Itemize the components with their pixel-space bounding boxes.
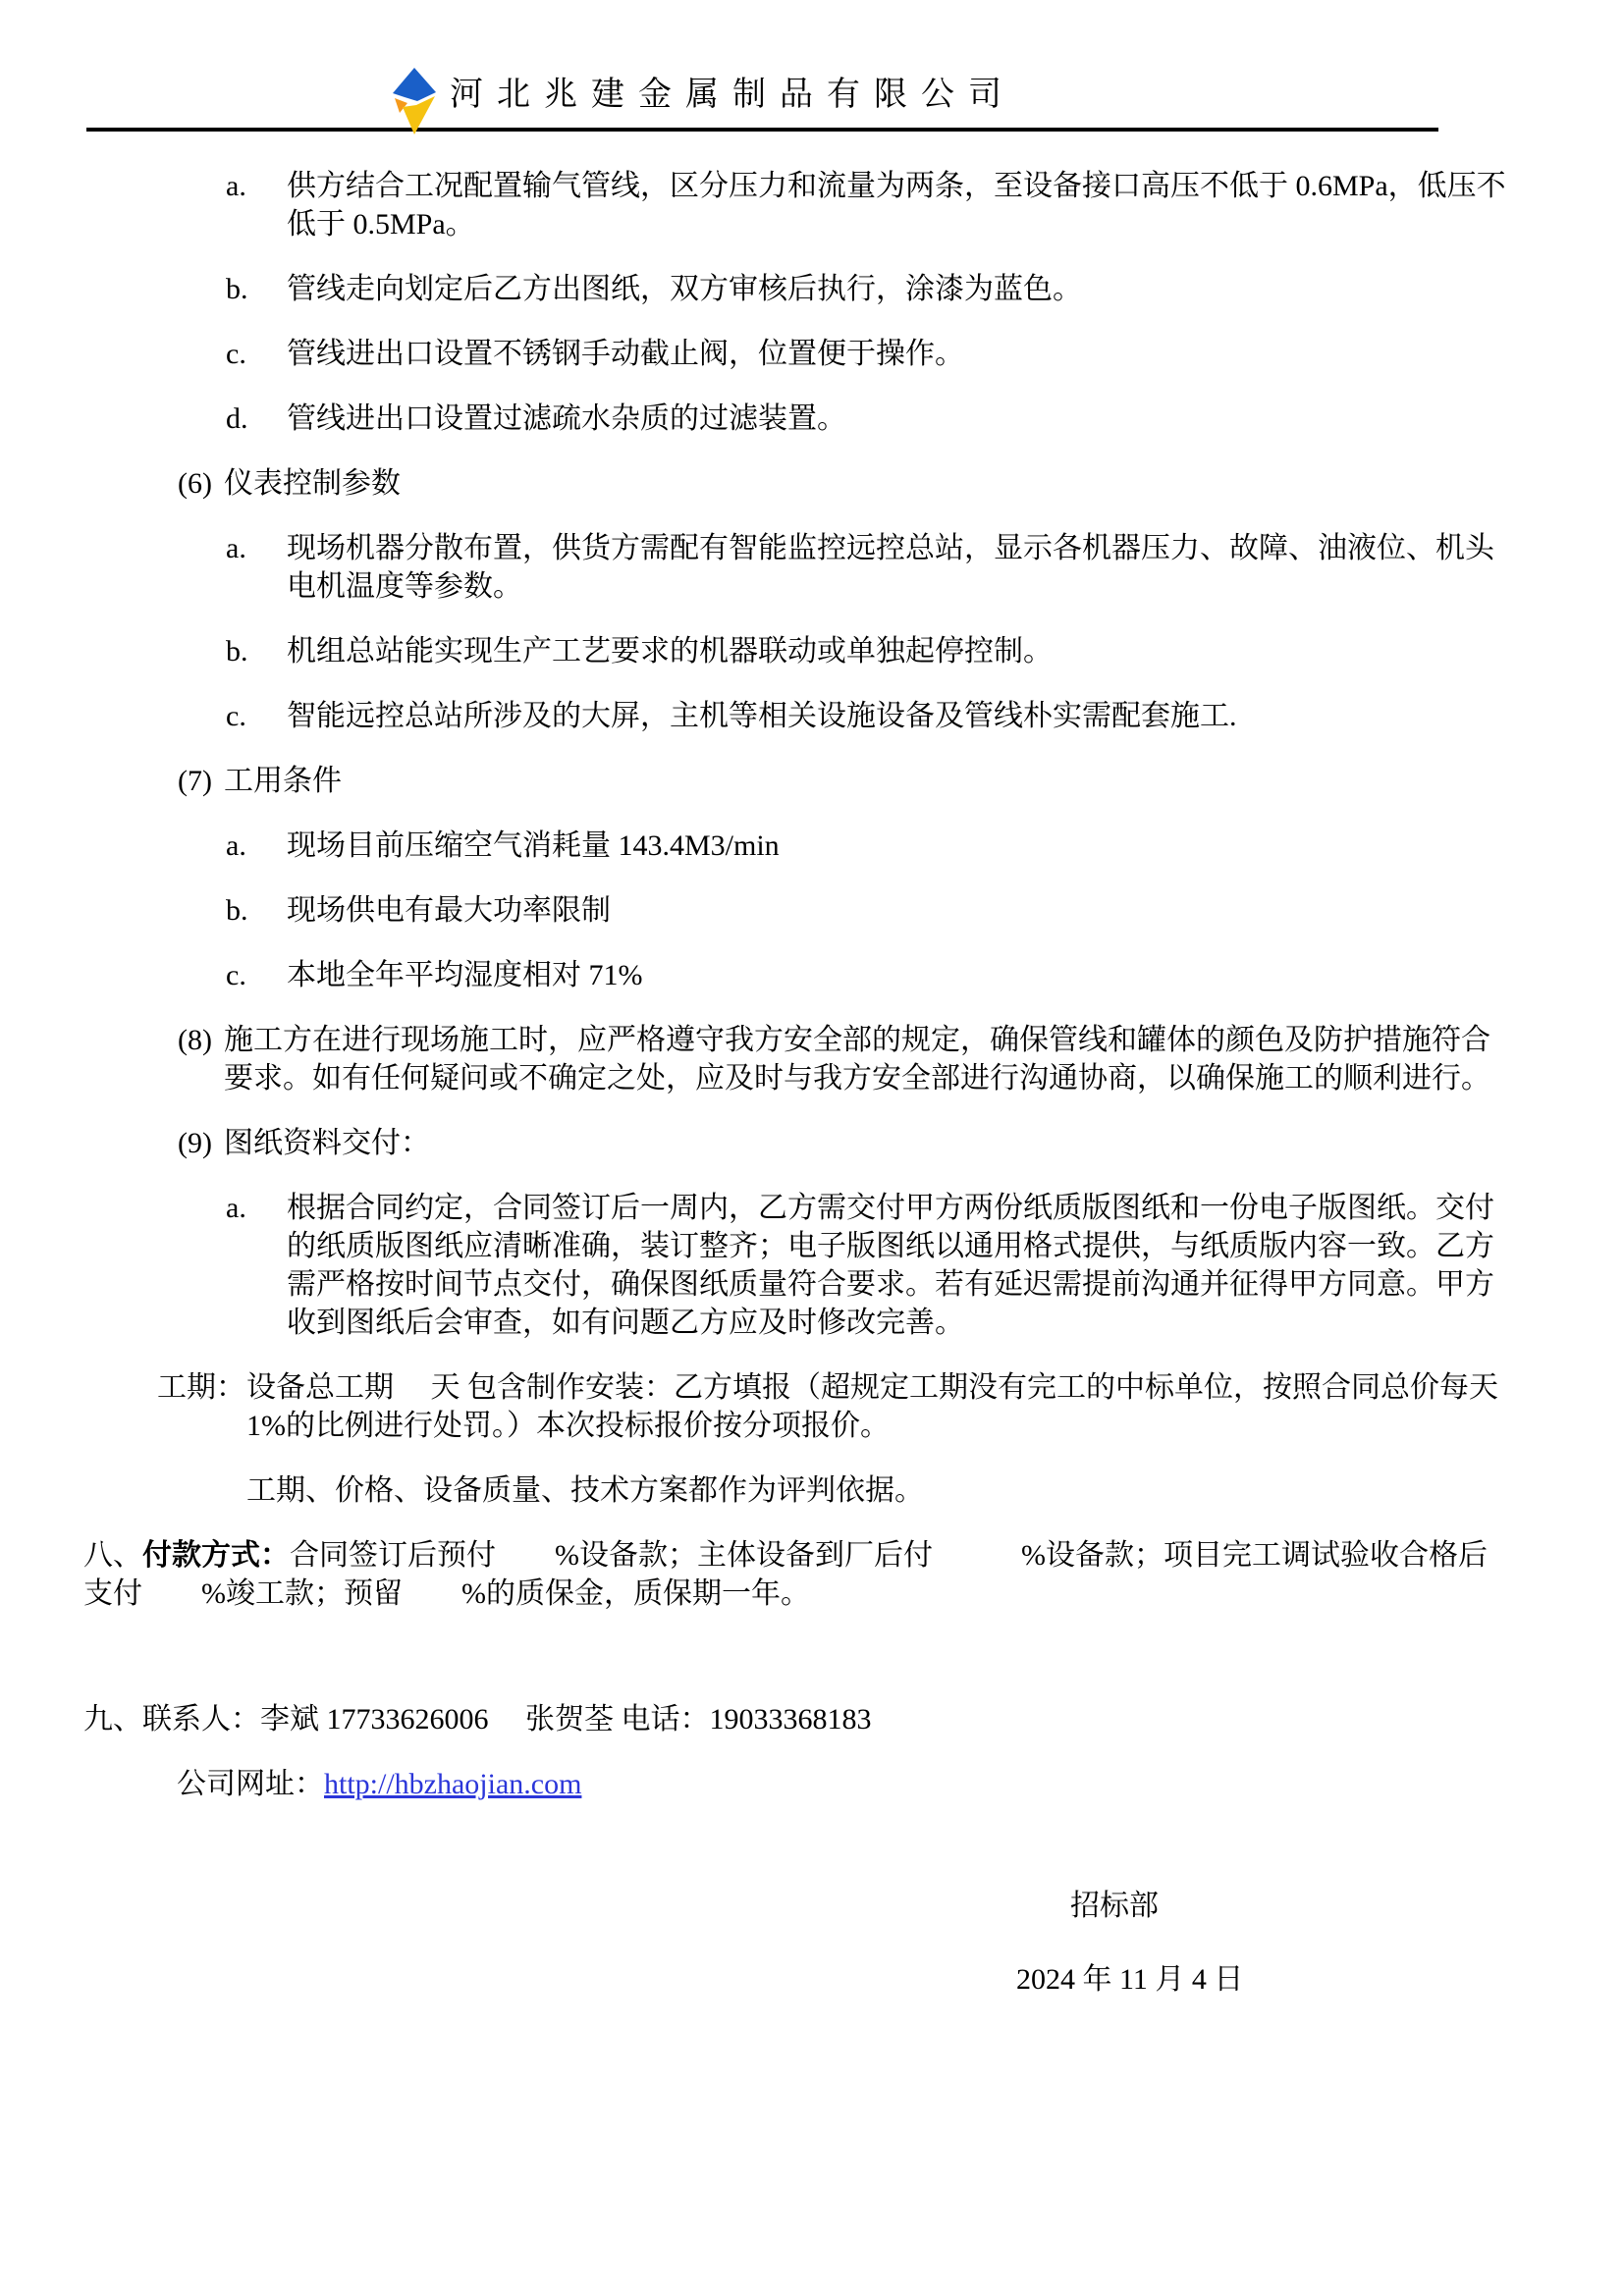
- list-marker: b.: [226, 894, 248, 927]
- list-marker: a.: [226, 170, 246, 202]
- list-marker: c.: [226, 700, 246, 732]
- section-9-item-a: [0, 1189, 1514, 1342]
- section-9-heading: [0, 1124, 1514, 1162]
- payment-text: 合同签订后预付 %设备款；主体设备到厂后付 %设备款；项目完工调试验收合格后支付 %竣工款；预留 %的质保金，质保期一年。: [83, 1539, 1488, 1610]
- section-7-item-c: [0, 956, 1514, 994]
- document-body: [0, 167, 1624, 2087]
- duration-paragraph: [0, 1368, 1514, 1445]
- payment-marker: 八、: [83, 1539, 142, 1572]
- section-marker: (8): [178, 1024, 212, 1056]
- list-item-c: [0, 335, 1514, 373]
- website-label: 公司网址：: [177, 1768, 324, 1800]
- section-6-item-b: [0, 632, 1514, 670]
- list-item-b: [0, 270, 1514, 308]
- list-item-text: 管线进出口设置不锈钢手动截止阀，位置便于操作。: [287, 338, 964, 370]
- list-marker: c.: [226, 959, 246, 991]
- list-item-text: 管线进出口设置过滤疏水杂质的过滤装置。: [287, 402, 846, 435]
- list-item-text: 供方结合工况配置输气管线，区分压力和流量为两条，至设备接口高压不低于 0.6MPa，低压不低于 0.5MPa。: [287, 170, 1506, 240]
- section-marker: (7): [178, 765, 212, 797]
- list-marker: d.: [226, 402, 248, 435]
- list-item-text: 现场供电有最大功率限制: [287, 894, 611, 927]
- contact-marker: 九、: [83, 1703, 142, 1735]
- section-8-paragraph: [0, 1021, 1514, 1097]
- list-item-text: 现场目前压缩空气消耗量 143.4M3/min: [287, 829, 780, 862]
- signoff-department: 招标部: [1070, 1890, 1159, 1922]
- section-marker: (9): [178, 1127, 212, 1159]
- section-title: 仪表控制参数: [224, 467, 401, 500]
- list-marker: b.: [226, 635, 248, 667]
- list-item-text: 本地全年平均湿度相对 71%: [287, 959, 643, 991]
- duration-label: 工期：: [157, 1371, 245, 1404]
- header-divider: [86, 128, 1438, 132]
- section-title: 工用条件: [224, 765, 342, 797]
- list-marker: a.: [226, 1192, 246, 1224]
- contact-paragraph: [0, 1700, 1514, 1738]
- list-item-text: 现场机器分散布置，供货方需配有智能监控远控总站，显示各机器压力、故障、油液位、机头电机温度等参数。: [287, 532, 1494, 603]
- company-logo-icon: [391, 67, 438, 135]
- section-6-item-a: [0, 529, 1514, 606]
- list-item-text: 机组总站能实现生产工艺要求的机器联动或单独起停控制。: [287, 635, 1053, 667]
- website-link[interactable]: http://hbzhaojian.com: [324, 1768, 582, 1800]
- list-item-text: 管线走向划定后乙方出图纸，双方审核后执行，涂漆为蓝色。: [287, 273, 1082, 305]
- page-header: [391, 65, 1624, 126]
- list-marker: a.: [226, 829, 246, 862]
- section-6-item-c: [0, 697, 1514, 735]
- list-marker: a.: [226, 532, 246, 564]
- list-item-text: 根据合同约定，合同签订后一周内，乙方需交付甲方两份纸质版图纸和一份电子版图纸。交付的纸质版图纸应清晰准确，装订整齐；电子版图纸以通用格式提供，与纸质版内容一致。乙方需严格按时间节点交付，确保图纸质量符合要求。若有延迟需提前沟通并征得甲方同意。甲方收到图纸后会审查，如有问题乙方应及时修改完善。: [287, 1192, 1494, 1339]
- section-7-item-b: [0, 891, 1514, 930]
- section-7-heading: [0, 762, 1514, 800]
- website-paragraph: [0, 1765, 1514, 1803]
- company-name: 河北兆建金属制品有限公司: [450, 77, 1015, 113]
- list-marker: c.: [226, 338, 246, 370]
- payment-label: 付款方式：: [142, 1539, 290, 1572]
- criteria-paragraph: 工期、价格、设备质量、技术方案都作为评判依据。: [246, 1474, 924, 1507]
- list-item-d: [0, 400, 1514, 438]
- section-text: 施工方在进行现场施工时，应严格遵守我方安全部的规定，确保管线和罐体的颜色及防护措施符合要求。如有任何疑问或不确定之处，应及时与我方安全部进行沟通协商，以确保施工的顺利进行。: [224, 1024, 1490, 1095]
- section-title: 图纸资料交付：: [224, 1127, 430, 1159]
- list-marker: b.: [226, 273, 248, 305]
- list-item-text: 智能远控总站所涉及的大屏，主机等相关设施设备及管线朴实需配套施工.: [287, 700, 1237, 732]
- duration-text: 设备总工期 天 包含制作安装：乙方填报（超规定工期没有完工的中标单位，按照合同总价每天 1%的比例进行处罚。）本次投标报价按分项报价。: [246, 1371, 1498, 1442]
- section-6-heading: [0, 464, 1514, 503]
- payment-paragraph: [0, 1536, 1514, 1613]
- signoff-date: 2024 年 11 月 4 日: [1016, 1963, 1244, 1996]
- contact-text: 联系人：李斌 17733626006 张贺荃 电话：19033368183: [142, 1703, 872, 1735]
- section-7-item-a: [0, 827, 1514, 865]
- section-marker: (6): [178, 467, 212, 500]
- logo-diamond-icon: [391, 67, 438, 135]
- list-item-a: [0, 167, 1514, 243]
